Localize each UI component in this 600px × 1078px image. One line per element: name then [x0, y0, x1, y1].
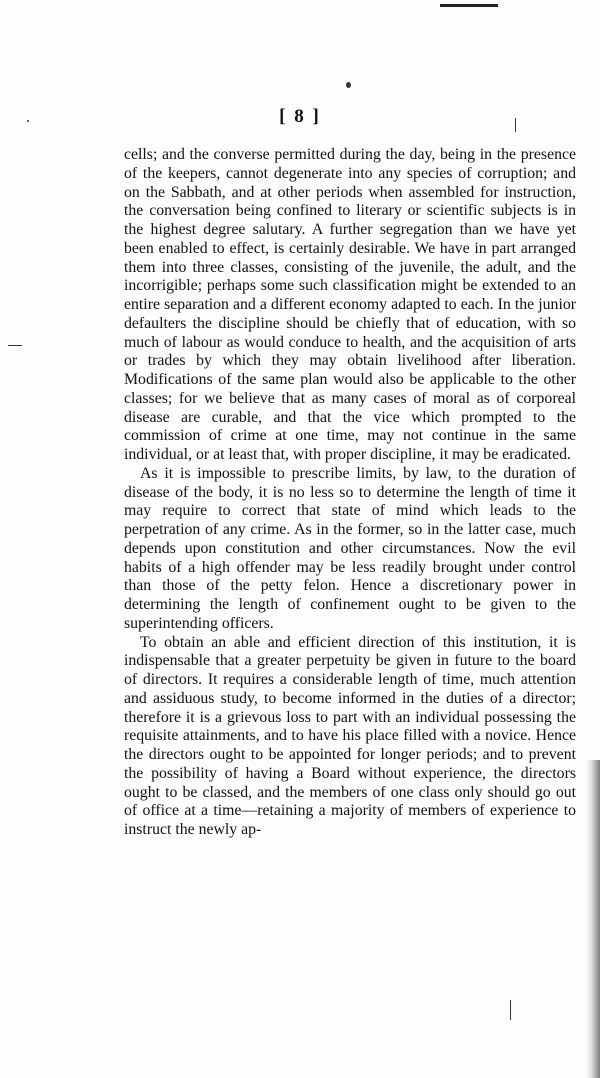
- ink-speck: [346, 82, 351, 88]
- ink-speck: [510, 1000, 511, 1020]
- top-rule: [440, 4, 498, 7]
- ink-speck: [8, 345, 22, 346]
- page-number: [ 8 ]: [279, 106, 321, 127]
- paragraph-3: To obtain an able and efficient direction of this institution, it is indispensable that a greater perpetuity be given in future to the board of directors. It requires a considerable length of time, much attention and assiduous study, to become informed in the duties of a director; therefore it is a grievous loss to part with an individual possessing the requisite attainments, and to have his place filled with a novice. Hence the directors ought to be appointed for longer periods; and to prevent the possibility of having a Board without experience, the directors ought to be classed, and the members of one class only should go out of office at a time—retaining a majority of members of experience to instruct the newly ap-: [124, 633, 576, 838]
- page-edge-shadow: [586, 760, 600, 1078]
- paragraph-1: cells; and the converse permitted during the day, being in the presence of the keepers, cannot degenerate into any species of corruption; and on the Sabbath, and at other periods when assembled for instruction, the conversation being confined to literary or scientific subjects is in the highest degree salutary. A further segregation than we have yet been enabled to effect, is certainly desirable. We have in part arranged them into three classes, consisting of the juvenile, the adult, and the incorrigible; perhaps some such classification might be extended to an entire separation and a different economy adapted to each. In the junior defaulters the discipline should be chiefly that of education, with so much of labour as would conduce to health, and the acquisition of arts or trades by which they may obtain livelihood after liberation. Modifications of the same plan would also be applicable to the other classes; for we believe that as many cases of moral as of corporeal disease are curable, and that the vice which prompted to the commission of crime at one time, may not continue in the same individual, or at least that, with proper discipline, it may be eradicated.: [124, 146, 576, 463]
- paragraph-2: As it is impossible to prescribe limits, by law, to the duration of disease of the body, it is no less so to determine the length of time it may require to correct that state of mind which leads to the perpetration of any crime. As in the former, so in the latter case, much depends upon constitution and other circumstances. Now the evil habits of a high offender may be less readily brought under control than those of the petty felon. Hence a discretionary power in determining the length of confinement ought to be given to the superintending officers.: [124, 464, 576, 632]
- body-text: [124, 146, 576, 840]
